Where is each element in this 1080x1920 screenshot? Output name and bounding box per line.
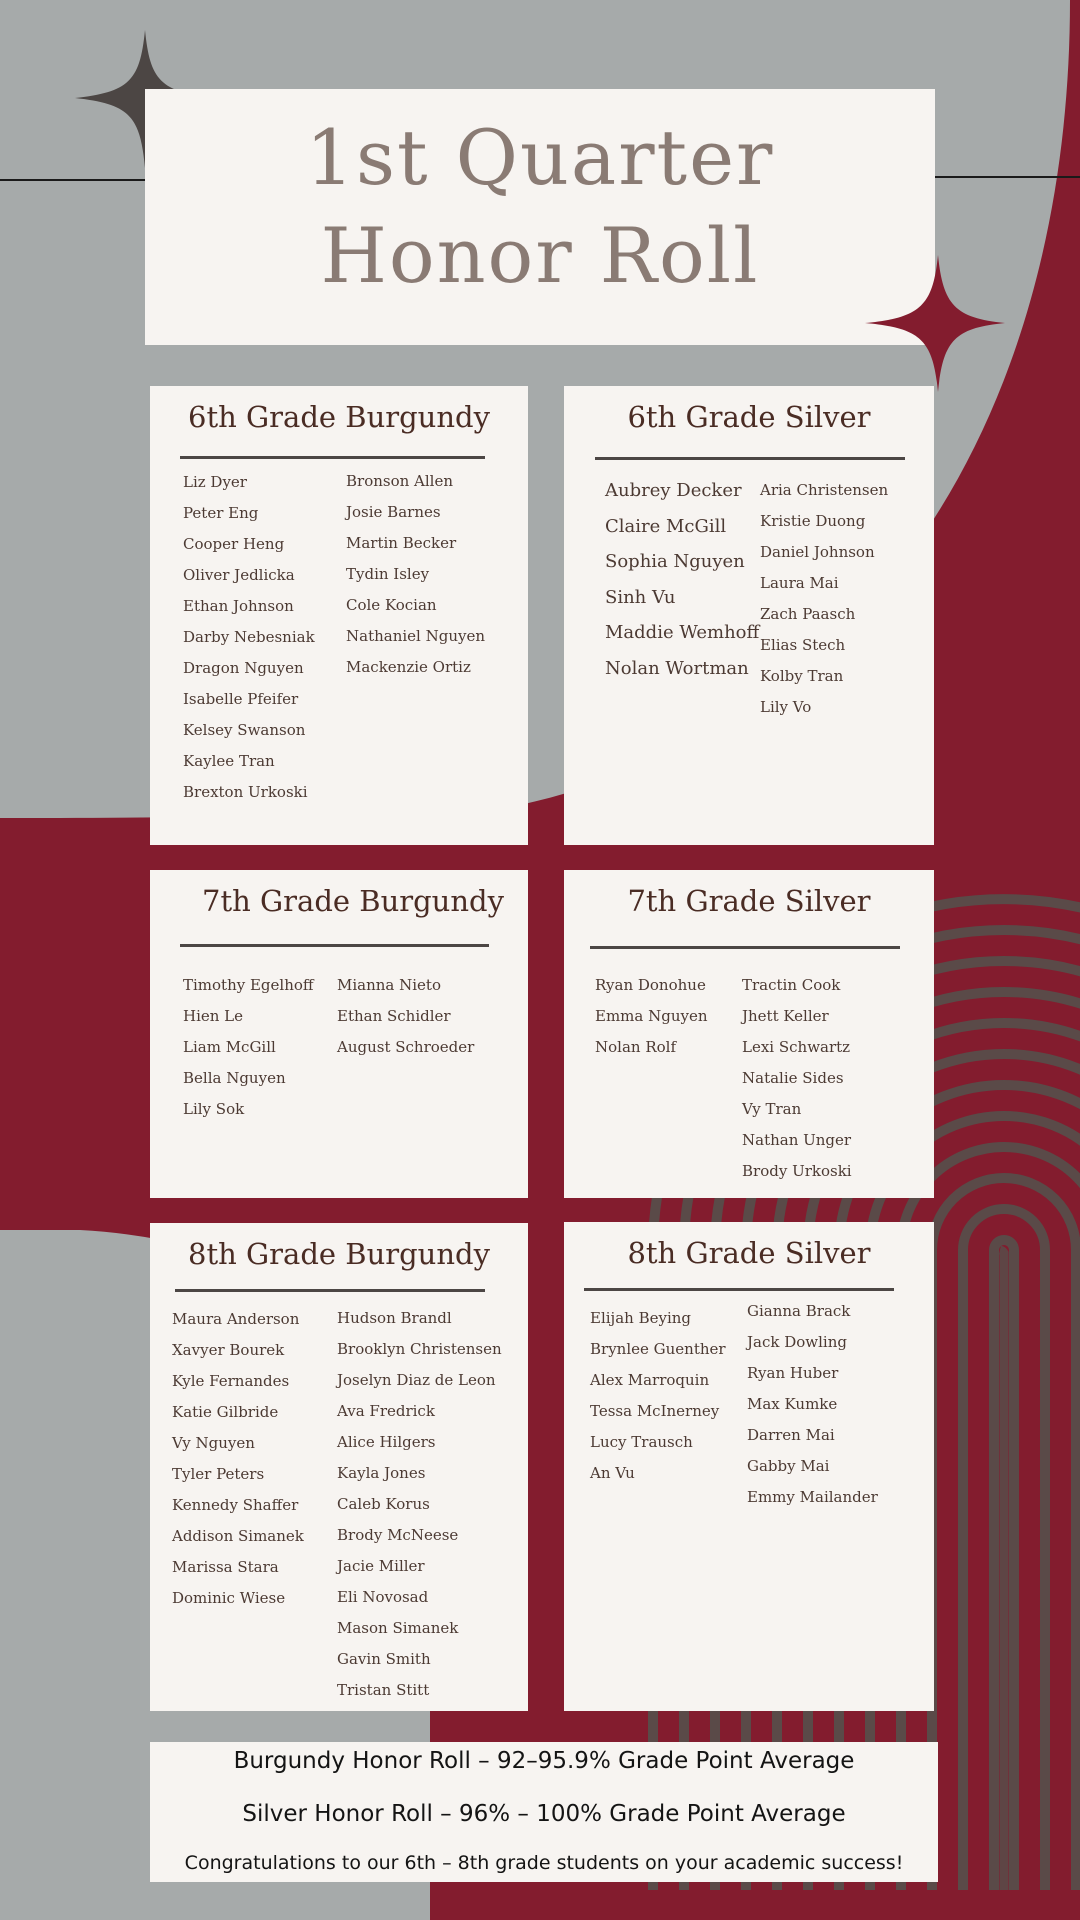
student-name: Emma Nguyen — [595, 1007, 708, 1025]
student-name: Brody McNeese — [337, 1526, 459, 1544]
student-name: Kyle Fernandes — [172, 1372, 290, 1390]
student-name: Jhett Keller — [742, 1007, 829, 1025]
student-name: Brynlee Guenther — [590, 1340, 726, 1358]
student-name: Tractin Cook — [742, 976, 841, 994]
student-name: Zach Paasch — [760, 605, 856, 623]
card-7th-grade-burgundy — [150, 870, 528, 1198]
student-name: Ryan Huber — [747, 1364, 839, 1382]
card-title: 8th Grade Silver — [627, 1236, 871, 1270]
student-name: Vy Nguyen — [172, 1434, 255, 1452]
card-6th-grade-burgundy — [150, 386, 528, 845]
student-name: Bronson Allen — [346, 472, 454, 490]
card-divider — [584, 1288, 894, 1291]
student-name: Xavyer Bourek — [172, 1341, 285, 1359]
student-name: Caleb Korus — [337, 1495, 430, 1513]
card-8th-grade-burgundy — [150, 1223, 528, 1711]
student-name: Lexi Schwartz — [742, 1038, 851, 1056]
student-name: Maura Anderson — [172, 1310, 300, 1328]
title-line-1: 1st Quarter — [305, 113, 775, 202]
card-title: 7th Grade Silver — [627, 884, 871, 918]
student-name: Mason Simanek — [337, 1619, 459, 1637]
student-name: Max Kumke — [747, 1395, 838, 1413]
card-divider — [180, 944, 489, 947]
student-name: Elias Stech — [760, 636, 846, 654]
name-column — [595, 970, 708, 1063]
student-name: Darren Mai — [747, 1426, 835, 1444]
student-name: Martin Becker — [346, 534, 457, 552]
student-name: Alex Marroquin — [590, 1371, 710, 1389]
student-name: Kennedy Shaffer — [172, 1496, 299, 1514]
student-name: Lucy Trausch — [590, 1433, 693, 1451]
student-name: Liz Dyer — [183, 473, 247, 491]
card-title: 8th Grade Burgundy — [188, 1237, 490, 1271]
student-name: Joselyn Diaz de Leon — [337, 1371, 496, 1389]
student-name: Cooper Heng — [183, 535, 285, 553]
student-name: Jacie Miller — [337, 1557, 425, 1575]
student-name: Oliver Jedlicka — [183, 566, 295, 584]
student-name: Mackenzie Ortiz — [346, 658, 471, 676]
student-name: Lily Vo — [760, 698, 812, 716]
student-name: Dragon Nguyen — [183, 659, 304, 677]
burgundy-star-icon — [865, 255, 1005, 392]
student-name: Kayla Jones — [337, 1464, 426, 1482]
student-name: Marissa Stara — [172, 1558, 279, 1576]
student-name: Addison Simanek — [172, 1527, 304, 1545]
name-column — [605, 473, 759, 686]
student-name: Isabelle Pfeifer — [183, 690, 299, 708]
card-6th-grade-silver — [564, 386, 934, 845]
name-column — [760, 475, 888, 723]
student-name: Ethan Schidler — [337, 1007, 451, 1025]
student-name: August Schroeder — [337, 1038, 475, 1056]
student-name: Gianna Brack — [747, 1302, 851, 1320]
student-name: Elijah Beying — [590, 1309, 692, 1327]
student-name: Aria Christensen — [760, 481, 889, 499]
student-name: Kaylee Tran — [183, 752, 275, 770]
student-name: Eli Novosad — [337, 1588, 429, 1606]
student-name: Nolan Wortman — [605, 657, 749, 679]
student-name: Ethan Johnson — [183, 597, 294, 615]
name-column — [590, 1303, 726, 1489]
name-column — [183, 970, 314, 1125]
name-column — [337, 970, 474, 1063]
student-name: Mianna Nieto — [337, 976, 441, 994]
burgundy-criteria: Burgundy Honor Roll – 92–95.9% Grade Point Average — [233, 1748, 855, 1774]
student-name: Hudson Brandl — [337, 1309, 452, 1327]
student-name: Lily Sok — [183, 1100, 245, 1118]
student-name: Tydin Isley — [346, 565, 430, 583]
student-name: Nathan Unger — [742, 1131, 852, 1149]
card-title: 6th Grade Burgundy — [188, 400, 490, 434]
title-line-2: Honor Roll — [320, 211, 760, 300]
student-name: An Vu — [590, 1464, 635, 1482]
student-name: Sophia Nguyen — [605, 551, 745, 572]
student-name: Tristan Stitt — [337, 1681, 430, 1699]
student-name: Gavin Smith — [337, 1650, 431, 1668]
student-name: Katie Gilbride — [172, 1403, 279, 1421]
student-name: Liam McGill — [183, 1038, 276, 1056]
student-name: Darby Nebesniak — [183, 628, 315, 646]
card-title: 6th Grade Silver — [627, 400, 871, 434]
student-name: Ryan Donohue — [595, 976, 706, 994]
student-name: Ava Fredrick — [337, 1402, 435, 1420]
name-column — [337, 1303, 502, 1706]
student-name: Dominic Wiese — [172, 1589, 286, 1607]
card-title: 7th Grade Burgundy — [202, 884, 504, 918]
card-divider — [180, 456, 485, 459]
card-8th-grade-silver — [564, 1222, 934, 1711]
card-divider — [175, 1289, 485, 1292]
student-name: Laura Mai — [760, 574, 839, 592]
name-column — [172, 1304, 304, 1614]
student-name: Kolby Tran — [760, 667, 844, 685]
student-name: Nolan Rolf — [595, 1038, 676, 1056]
student-name: Daniel Johnson — [760, 543, 875, 561]
footer-legend — [150, 1742, 938, 1882]
student-name: Maddie Wemhoff — [605, 622, 760, 643]
name-column — [346, 466, 485, 683]
student-name: Cole Kocian — [346, 596, 437, 614]
student-name: Aubrey Decker — [605, 480, 742, 501]
student-name: Tessa McInerney — [590, 1402, 720, 1420]
student-name: Josie Barnes — [346, 503, 441, 521]
name-column — [742, 970, 852, 1187]
student-name: Natalie Sides — [742, 1069, 844, 1087]
student-name: Kelsey Swanson — [183, 721, 306, 739]
student-name: Kristie Duong — [760, 512, 866, 530]
student-name: Hien Le — [183, 1007, 244, 1025]
student-name: Brody Urkoski — [742, 1162, 852, 1180]
student-name: Brexton Urkoski — [183, 783, 308, 801]
student-name: Gabby Mai — [747, 1457, 830, 1475]
student-name: Emmy Mailander — [747, 1488, 878, 1506]
student-name: Vy Tran — [742, 1100, 802, 1118]
student-name: Timothy Egelhoff — [183, 976, 314, 994]
student-name: Tyler Peters — [172, 1465, 265, 1483]
student-name: Alice Hilgers — [337, 1433, 436, 1451]
student-name: Jack Dowling — [747, 1333, 847, 1351]
student-name: Brooklyn Christensen — [337, 1340, 502, 1358]
card-7th-grade-silver — [564, 870, 934, 1198]
name-column — [747, 1296, 878, 1513]
student-name: Peter Eng — [183, 504, 259, 522]
student-name: Bella Nguyen — [183, 1069, 286, 1087]
student-name: Nathaniel Nguyen — [346, 627, 485, 645]
congratulations-message: Congratulations to our 6th – 8th grade students on your academic success! — [184, 1852, 904, 1874]
silver-criteria: Silver Honor Roll – 96% – 100% Grade Point Average — [242, 1801, 846, 1827]
name-column — [183, 467, 315, 808]
student-name: Claire McGill — [605, 515, 727, 537]
card-divider — [590, 946, 900, 949]
card-divider — [595, 457, 905, 460]
student-name: Sinh Vu — [605, 586, 676, 608]
